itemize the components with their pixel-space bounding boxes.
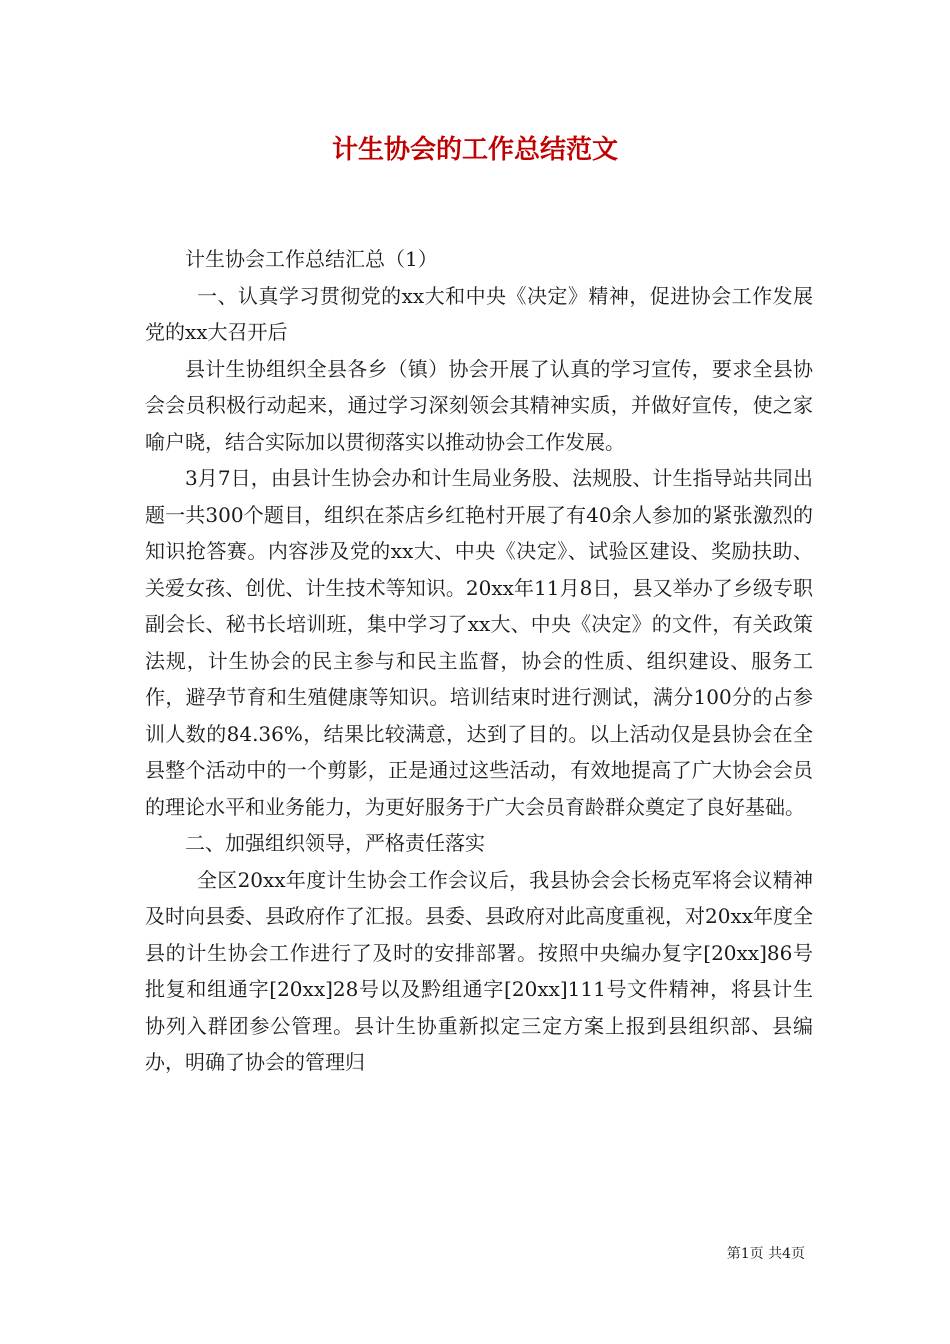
paragraph-2: 县计生协组织全县各乡（镇）协会开展了认真的学习宣传，要求全县协会会员积极行动起来，通过学习深刻领会其精神实质，并做好宣传，使之家喻户晓，结合实际加以贯彻落实以推动协会工作发展。 — [145, 356, 813, 454]
paragraph-3: 3月7日，由县计生协会办和计生局业务股、法规股、计生指导站共同出题一共300个题目，组织在茶店乡红艳村开展了有40余人参加的紧张激烈的知识抢答赛。内容涉及党的xx大、中央《决定》、试验区建设、奖励扶助、关爱女孩、创优、计生技术等知识。20xx年11月8日，县又举办了乡级专职副会长、秘书长培训班，集中学习了xx大、中央《决定》的文件，有关政策法规，计生协会的民主参与和民主监督，协会的性质、组织建设、服务工作，避孕节育和生殖健康等知识。培训结束时进行测试，满分100分的占参训人数的84.36%，结果比较满意，达到了目的。以上活动仅是县协会在全县整个活动中的一个剪影，正是通过这些活动，有效地提高了广大协会会员的理论水平和业务能力，为更好服务于广大会员育龄群众奠定了良好基础。 — [145, 466, 813, 819]
paragraph-4: 二、加强组织领导，严格责任落实 — [185, 831, 485, 855]
document-body — [145, 241, 813, 1081]
document-title: 计生协会的工作总结范文 — [331, 135, 618, 165]
section-heading: 计生协会工作总结汇总（1） — [185, 247, 438, 271]
paragraph-5: 全区20xx年度计生协会工作会议后，我县协会会长杨克军将会议精神及时向县委、县政府作了汇报。县委、县政府对此高度重视，对20xx年度全县的计生协会工作进行了及时的安排部署。按照中央编办复字[20xx]86号批复和组通字[20xx]28号以及黔组通字[20xx]111号文件精神，将县计生协列入群团参公管理。县计生协重新拟定三定方案上报到县组织部、县编办，明确了协会的管理归 — [145, 867, 814, 1074]
page-number: 第1页 共4页 — [726, 1246, 805, 1262]
paragraph-1: 一、认真学习贯彻党的xx大和中央《决定》精神，促进协会工作发展党的xx大召开后 — [145, 283, 813, 344]
